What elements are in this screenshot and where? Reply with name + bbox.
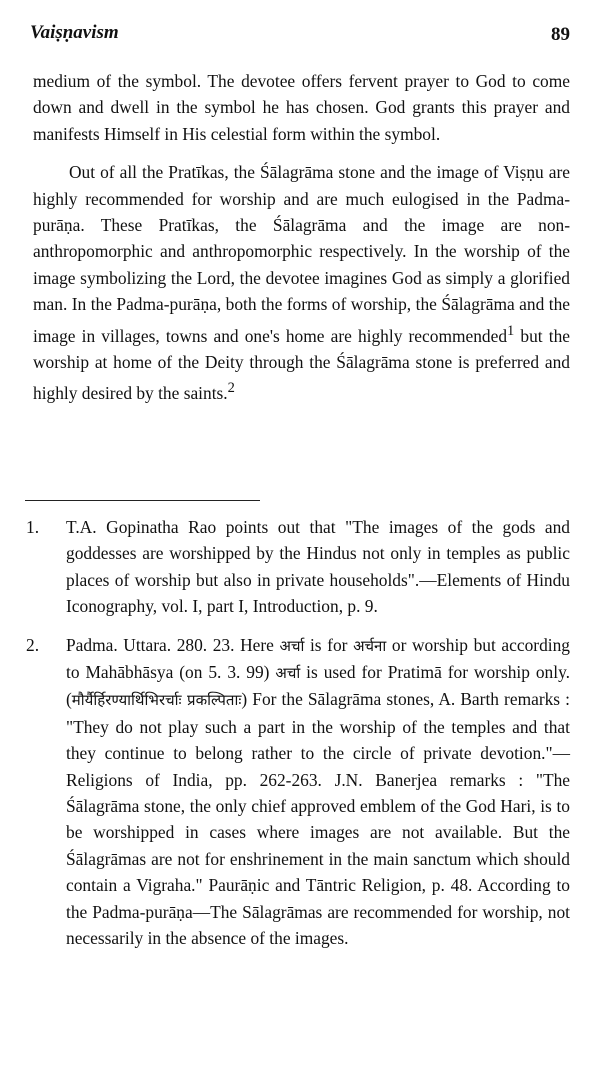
paragraph-pratikas-text: Out of all the Pratīkas, the Śālagrāma stone and the image of Viṣṇu are highly recommended for worship and are much eulogised in the Padma-purāṇa. These Pratīkas, the Śālagrāma and the image are non-anthropomorphic and anthropomorphic respectively. In the worship of the image symbolizing the Lord, the devotee imagines God as simply a glorified man. In the Padma-purāṇa, both the forms of worship, the Śālagrāma and the image in villages, towns and one's home are highly recommended bbox=[33, 162, 570, 346]
footnote-ref-1: 1 bbox=[507, 322, 515, 339]
devanagari-term: अर्चा bbox=[279, 636, 305, 655]
footnote-text-part: or worship but according to Mahābhāsya (on 5. 3. 99) bbox=[66, 634, 570, 683]
footnote-text-part: ) For the Sālagrāma stones, A. Barth remarks : "They do not play such a part in the worship of the temples and that they continue to belong rather to the circle of private devotion."—Religions of India, pp. 262-263. J.N. Banerjea remarks : "The Śālagrāma stone, the only chief approved emblem of the God Hari, is to be worshipped in cases where images are not available. But the Śālagrāmas are not for enshrinement in the main sanctum which should contain a Vigraha." Paurāṇic and Tāntric Religion, p. 48. According to the Padma-purāṇa—The Sālagrāmas are recommended for worship, not necessarily in the absence of the images. bbox=[66, 689, 570, 949]
footnote-text: T.A. Gopinatha Rao points out that "The images of the gods and goddesses are worshipped by the Hindus not only in temples as public places of worship but also in private households".—Elements of Hindu Iconography, vol. I, part I, Introduction, p. 9. bbox=[66, 517, 570, 617]
footnote-1 bbox=[26, 514, 570, 620]
footnote-2 bbox=[26, 632, 570, 952]
paragraph-pratikas bbox=[33, 159, 570, 406]
devanagari-quote: मौर्यैर्हिरण्यार्थिभिरर्चाः प्रकल्पिताः bbox=[71, 691, 242, 710]
devanagari-term: अर्चना bbox=[353, 636, 387, 655]
page-number: 89 bbox=[551, 24, 570, 45]
footnote-number: 2. bbox=[26, 634, 40, 655]
footnote-number: 1. bbox=[26, 517, 40, 537]
footnote-text-part: Padma. Uttara. 280. 23. Here bbox=[66, 634, 280, 655]
paragraph-pratikas-tail: but the worship at home of the Deity through the Śālagrāma stone is preferred and highly desired by the saints. bbox=[33, 325, 570, 404]
footnote-text-part: is used for Pratimā for worship only. ( bbox=[66, 662, 570, 710]
main-text bbox=[33, 68, 570, 406]
footnote-divider bbox=[25, 500, 260, 501]
paragraph-continued: medium of the symbol. The devotee offers fervent prayer to God to come down and dwell in the symbol he has chosen. God grants this prayer and manifests Himself in His celestial form within the symbol. bbox=[33, 71, 570, 144]
footnote-text-part: is for bbox=[304, 634, 354, 655]
page-header bbox=[30, 22, 570, 50]
footnotes bbox=[26, 514, 570, 952]
footnote-ref-2: 2 bbox=[227, 380, 235, 397]
devanagari-term: अर्चा bbox=[275, 664, 301, 683]
running-title: Vaiṣṇavism bbox=[30, 22, 119, 43]
